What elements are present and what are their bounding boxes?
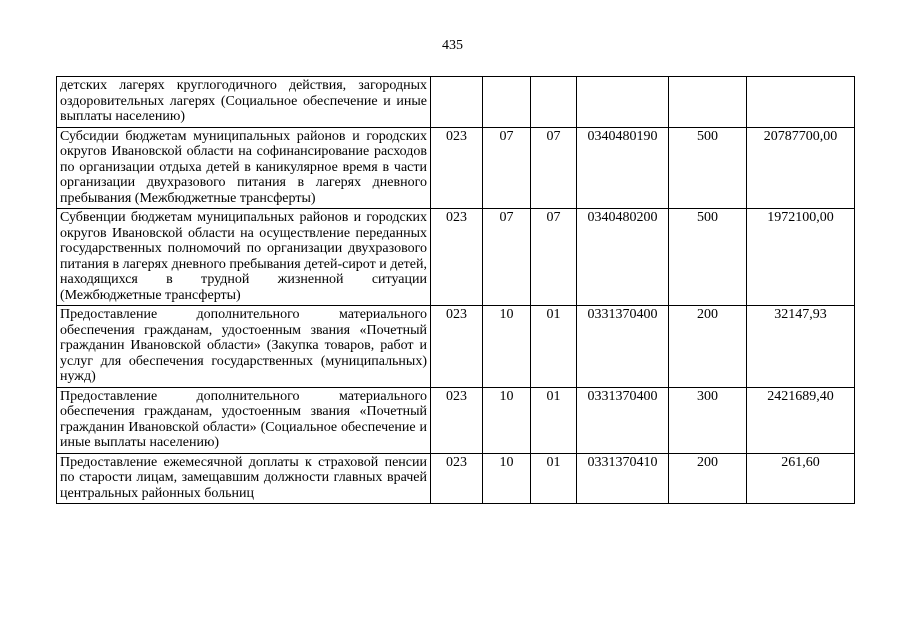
row-section-code: 07 [483,209,531,306]
row-expense-type: 300 [669,387,747,453]
row-description: Субсидии бюджетам муниципальных районов и городских округов Ивановской области на софинансирование расходов по организации отдыха детей в каникулярное время в части организации двухразового питания в лагерях дневного пребывания (Межбюджетные трансферты) [57,127,431,209]
row-ministry-code: 023 [431,387,483,453]
row-amount: 20787700,00 [747,127,855,209]
row-subsection-code: 07 [531,127,577,209]
row-section-code: 07 [483,127,531,209]
row-amount: 261,60 [747,453,855,503]
budget-table [56,76,855,504]
row-target-code: 0340480190 [577,127,669,209]
row-target-code [577,77,669,128]
row-description: детских лагерях круглогодичного действия, загородных оздоровительных лагерях (Социальное обеспечение и иные выплаты населению) [57,77,431,128]
row-amount: 32147,93 [747,306,855,388]
row-description: Предоставление дополнительного материального обеспечения гражданам, удостоенным звания «Почетный гражданин Ивановской области» (Закупка товаров, работ и услуг для обеспечения государственных (муниципальных) нужд) [57,306,431,388]
row-expense-type: 500 [669,209,747,306]
row-expense-type: 200 [669,453,747,503]
row-ministry-code [431,77,483,128]
row-target-code: 0331370410 [577,453,669,503]
row-expense-type [669,77,747,128]
row-subsection-code: 01 [531,387,577,453]
row-description: Субвенции бюджетам муниципальных районов и городских округов Ивановской области на осуществление переданных государственных полномочий по организации двухразового питания в лагерях дневного пребывания детей-сирот и детей, находящихся в трудной жизненной ситуации (Межбюджетные трансферты) [57,209,431,306]
row-target-code: 0340480200 [577,209,669,306]
row-target-code: 0331370400 [577,387,669,453]
table-row [57,453,855,503]
row-ministry-code: 023 [431,127,483,209]
row-amount: 1972100,00 [747,209,855,306]
row-expense-type: 200 [669,306,747,388]
row-ministry-code: 023 [431,209,483,306]
row-ministry-code: 023 [431,453,483,503]
row-expense-type: 500 [669,127,747,209]
table-row [57,127,855,209]
row-description [57,453,431,503]
row-amount: 2421689,40 [747,387,855,453]
table-row [57,306,855,388]
table-row [57,77,855,128]
row-target-code: 0331370400 [577,306,669,388]
row-section-code: 10 [483,387,531,453]
page-number: 435 [442,38,463,53]
row-subsection-code: 01 [531,453,577,503]
table-row [57,387,855,453]
row-description: Предоставление дополнительного материального обеспечения гражданам, удостоенным звания «Почетный гражданин Ивановской области» (Социальное обеспечение и иные выплаты населению) [57,387,431,453]
row-amount [747,77,855,128]
row-subsection-code: 07 [531,209,577,306]
row-subsection-code: 01 [531,306,577,388]
row-section-code: 10 [483,306,531,388]
row-section-code: 10 [483,453,531,503]
table-row [57,209,855,306]
row-subsection-code [531,77,577,128]
row-section-code [483,77,531,128]
row-ministry-code: 023 [431,306,483,388]
row-description-text: Предоставление ежемесячной доплаты к страховой пенсии по старости лицам, замещавшим должности главных врачей центральных районных больниц [60,454,427,501]
